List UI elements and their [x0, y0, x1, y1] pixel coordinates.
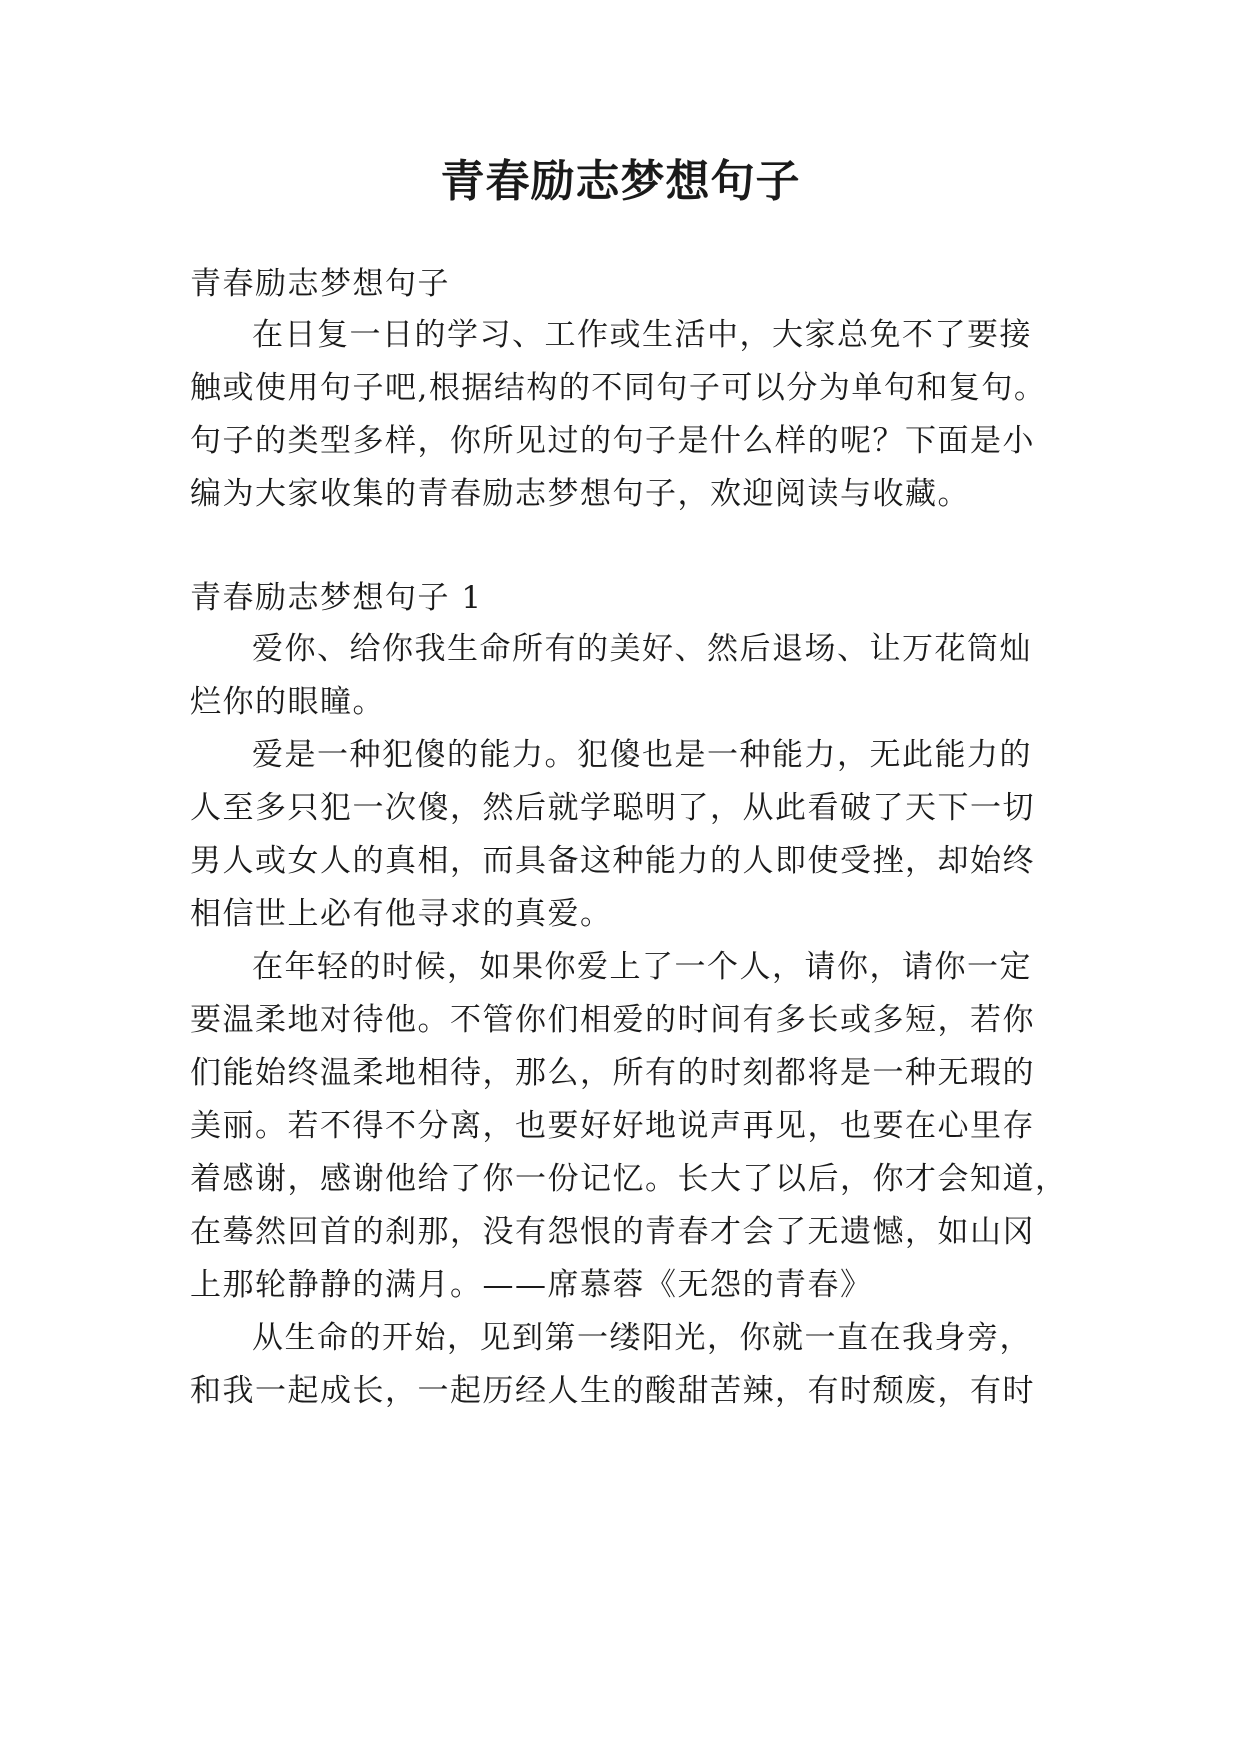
body-line: 从生命的开始，见到第一缕阳光，你就一直在我身旁， — [252, 1320, 1032, 1356]
intro-line: 触或使用句子吧,根据结构的不同句子可以分为单句和复句。 — [190, 370, 1047, 406]
intro-line: 在日复一日的学习、工作或生活中，大家总免不了要接 — [252, 317, 1032, 353]
document-title: 青春励志梦想句子 — [440, 156, 801, 207]
body-line: 烂你的眼瞳。 — [190, 684, 385, 720]
section-heading: 青春励志梦想句子 1 — [190, 580, 483, 616]
body-line: 男人或女人的真相，而具备这种能力的人即使受挫，却始终 — [190, 843, 1035, 879]
body-line: 爱你、给你我生命所有的美好、然后退场、让万花筒灿 — [252, 631, 1032, 667]
body-line: 们能始终温柔地相待，那么，所有的时刻都将是一种无瑕的 — [190, 1055, 1035, 1091]
intro-line: 句子的类型多样，你所见过的句子是什么样的呢？下面是小 — [190, 423, 1035, 459]
intro-line: 编为大家收集的青春励志梦想句子，欢迎阅读与收藏。 — [190, 476, 970, 512]
body-line: 人至多只犯一次傻，然后就学聪明了，从此看破了天下一切 — [190, 790, 1035, 826]
body-line: 在蓦然回首的刹那，没有怨恨的青春才会了无遗憾，如山冈 — [190, 1214, 1035, 1250]
body-line: 着感谢，感谢他给了你一份记忆。长大了以后，你才会知道， — [190, 1161, 1068, 1197]
body-line: 相信世上必有他寻求的真爱。 — [190, 896, 613, 932]
body-line: 在年轻的时候，如果你爱上了一个人，请你，请你一定 — [252, 949, 1032, 985]
body-line: 美丽。若不得不分离，也要好好地说声再见，也要在心里存 — [190, 1108, 1035, 1144]
body-line: 和我一起成长，一起历经人生的酸甜苦辣，有时颓废，有时 — [190, 1373, 1035, 1409]
body-line: 上那轮静静的满月。——席慕蓉《无怨的青春》 — [190, 1267, 873, 1303]
body-line: 爱是一种犯傻的能力。犯傻也是一种能力，无此能力的 — [252, 737, 1032, 773]
body-line: 要温柔地对待他。不管你们相爱的时间有多长或多短，若你 — [190, 1002, 1035, 1038]
subtitle: 青春励志梦想句子 — [190, 266, 450, 302]
